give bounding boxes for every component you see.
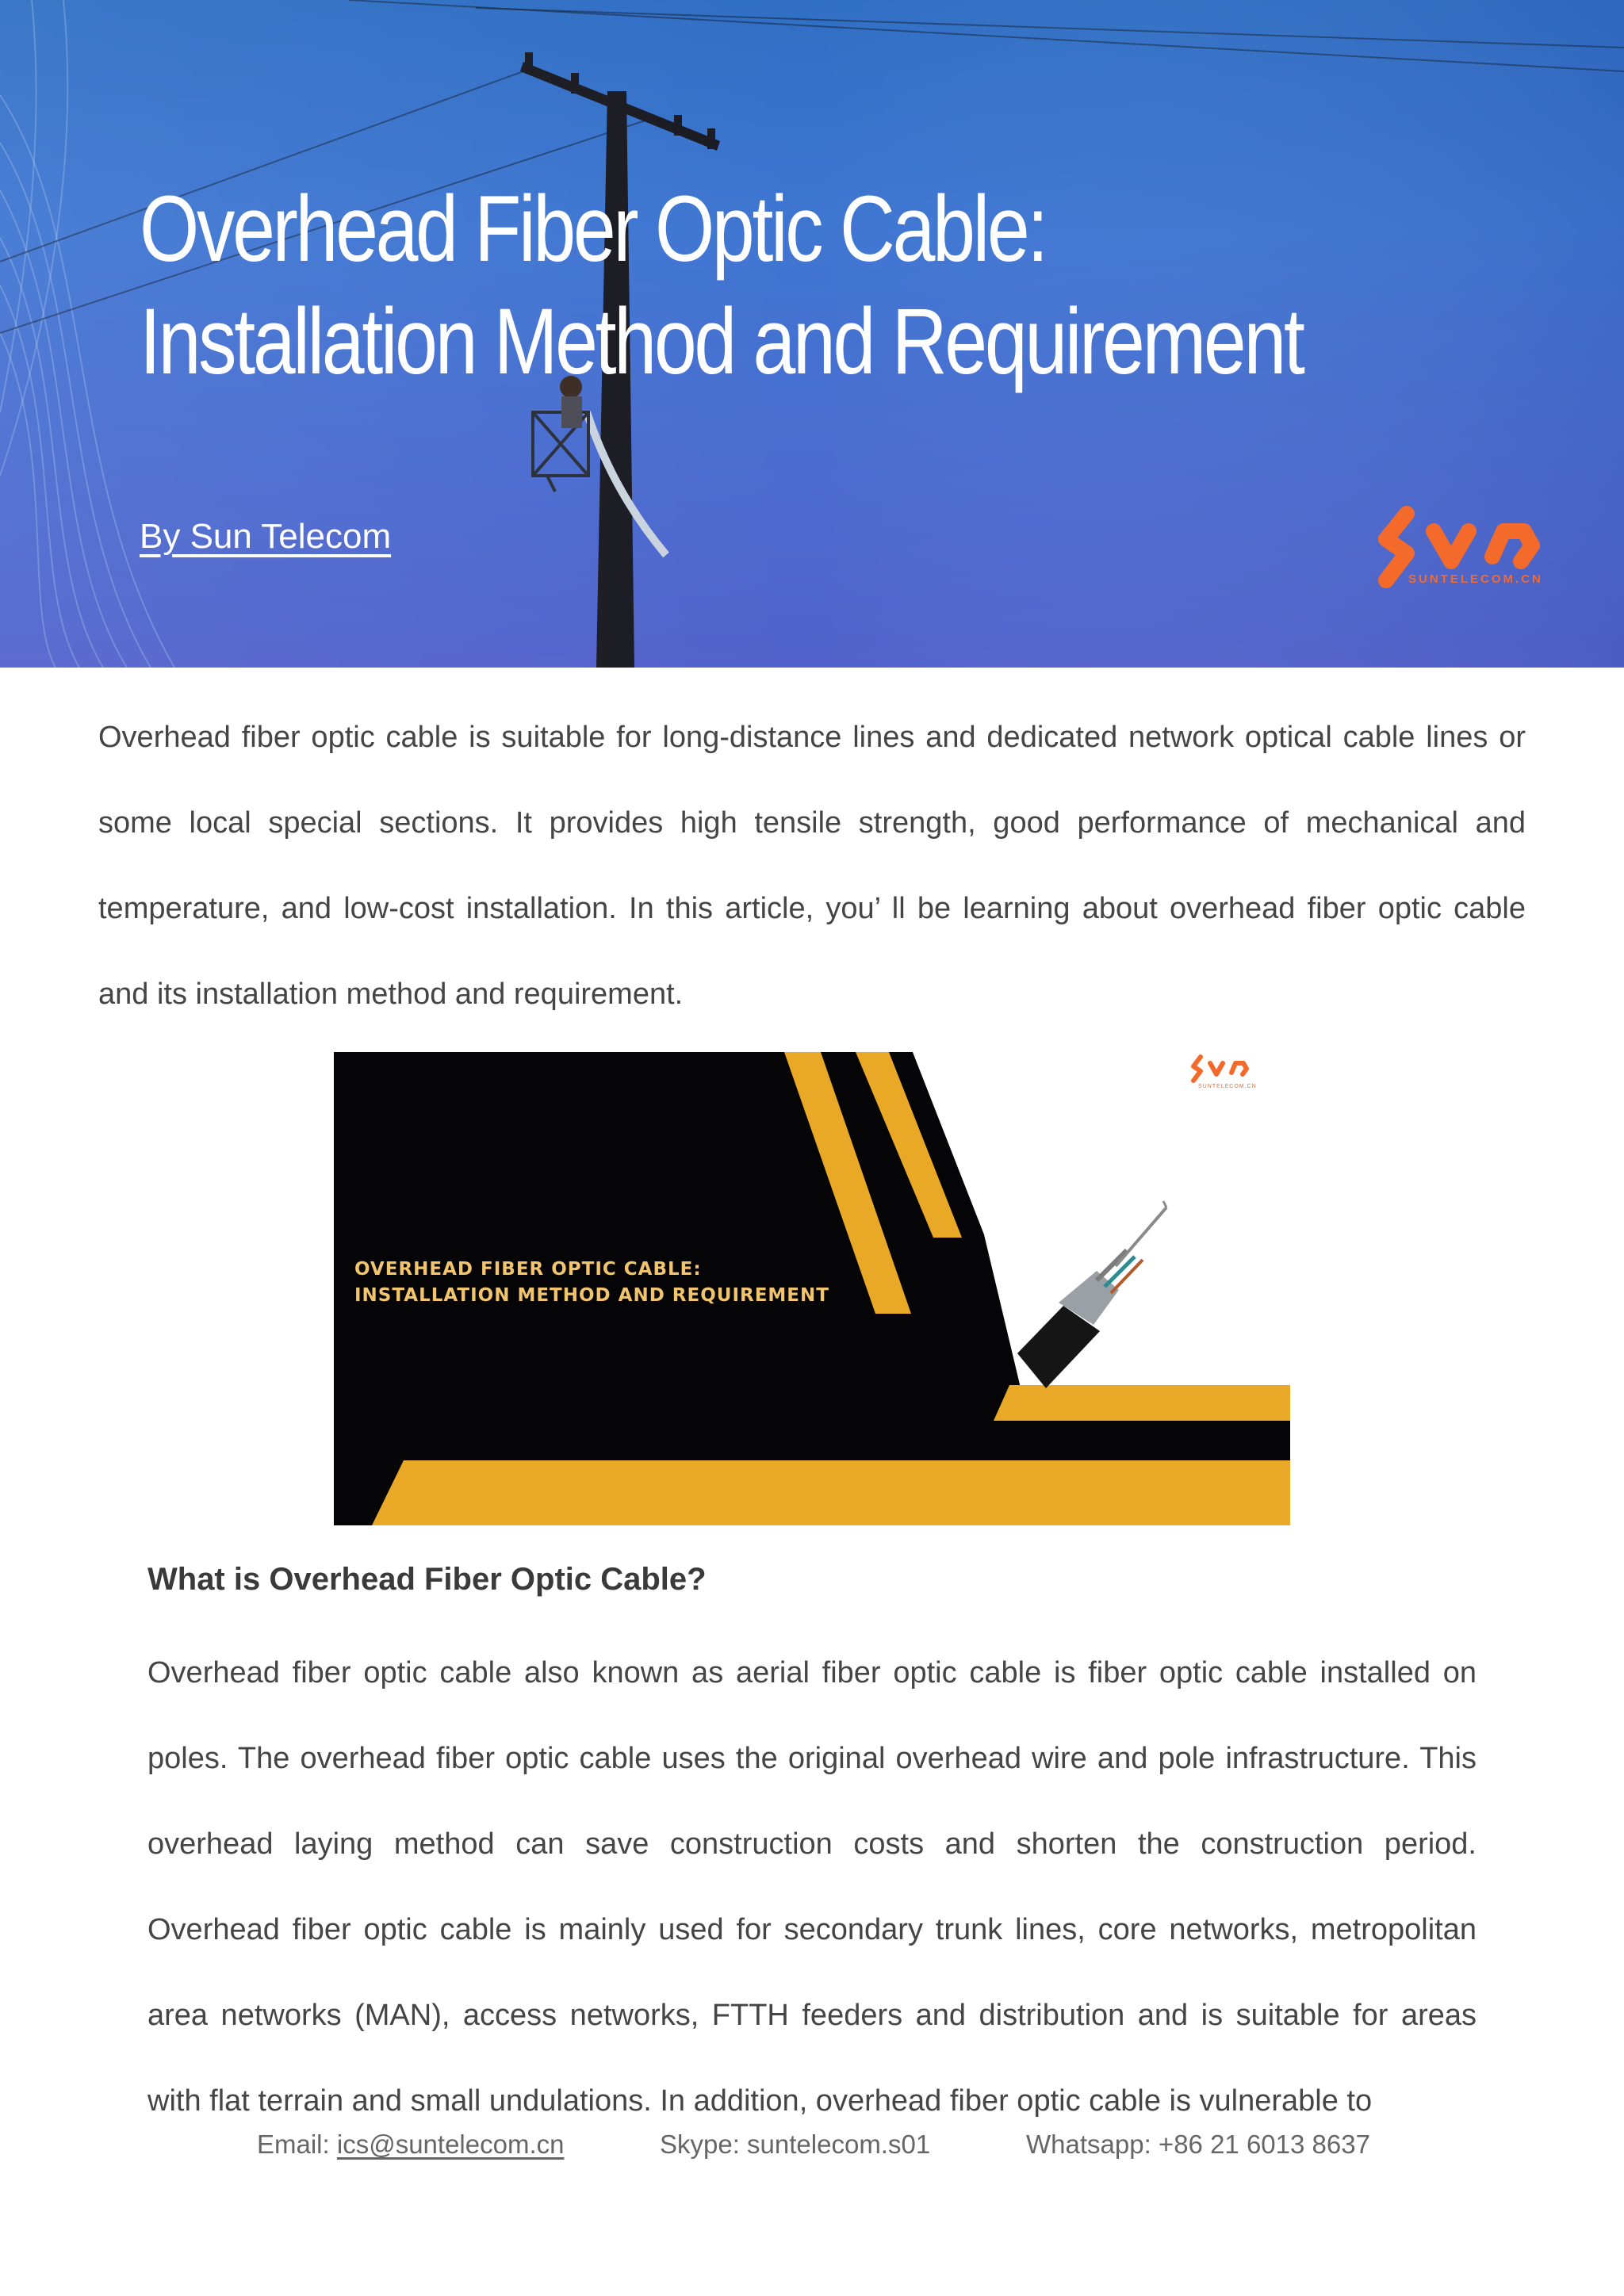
intro-paragraph: Overhead fiber optic cable is suitable for long-distance lines and dedicated network optical cable lines or some local special sections. It provides high tensile strength, good performance of mechanical and temperature, and low-cost installation. In this article, you’ ll be learning about overhead fiber optic cable and its installation method and requirement.	[98, 721, 1526, 1011]
footer-whatsapp: Whatsapp: +86 21 6013 8637	[1026, 2130, 1370, 2159]
section-heading: What is Overhead Fiber Optic Cable?	[147, 1562, 707, 1597]
feature-title-line-2: INSTALLATION METHOD AND REQUIREMENT	[354, 1285, 829, 1306]
footer-email-label: Email:	[257, 2130, 337, 2159]
page-title-line-1: Overhead Fiber Optic Cable:	[140, 177, 1047, 281]
footer-email	[257, 2130, 564, 2160]
page-title-line-2: Installation Method and Requirement	[140, 289, 1303, 394]
page-title	[140, 173, 1303, 398]
author-link[interactable]: By Sun Telecom	[140, 517, 392, 556]
feature-image-title	[354, 1257, 829, 1309]
feature-title-line-1: OVERHEAD FIBER OPTIC CABLE:	[354, 1259, 702, 1280]
contact-footer	[0, 2130, 1624, 2161]
hero-banner	[0, 0, 1624, 668]
email-link[interactable]: ics@suntelecom.cn	[336, 2130, 565, 2159]
section-paragraph: Overhead fiber optic cable also known as aerial fiber optic cable is fiber optic cable installed on poles. The overhead fiber optic cable uses the original overhead wire and pole infrastructure. This overhead laying method can save construction costs and shorten the construction period. Overhead fiber optic cable is mainly used for secondary trunk lines, core networks, metropolitan area networks (MAN), access networks, FTTH feeders and distribution and is suitable for areas with flat terrain and small undulations. In addition, overhead fiber optic cable is vulnerable to	[147, 1656, 1477, 2118]
feature-image	[334, 1052, 1290, 1525]
logo-caption: SUNTELECOM.CN	[1408, 572, 1543, 586]
footer-skype: Skype: suntelecom.s01	[660, 2130, 931, 2159]
feature-logo-caption: SUNTELECOM.CN	[1198, 1084, 1257, 1089]
